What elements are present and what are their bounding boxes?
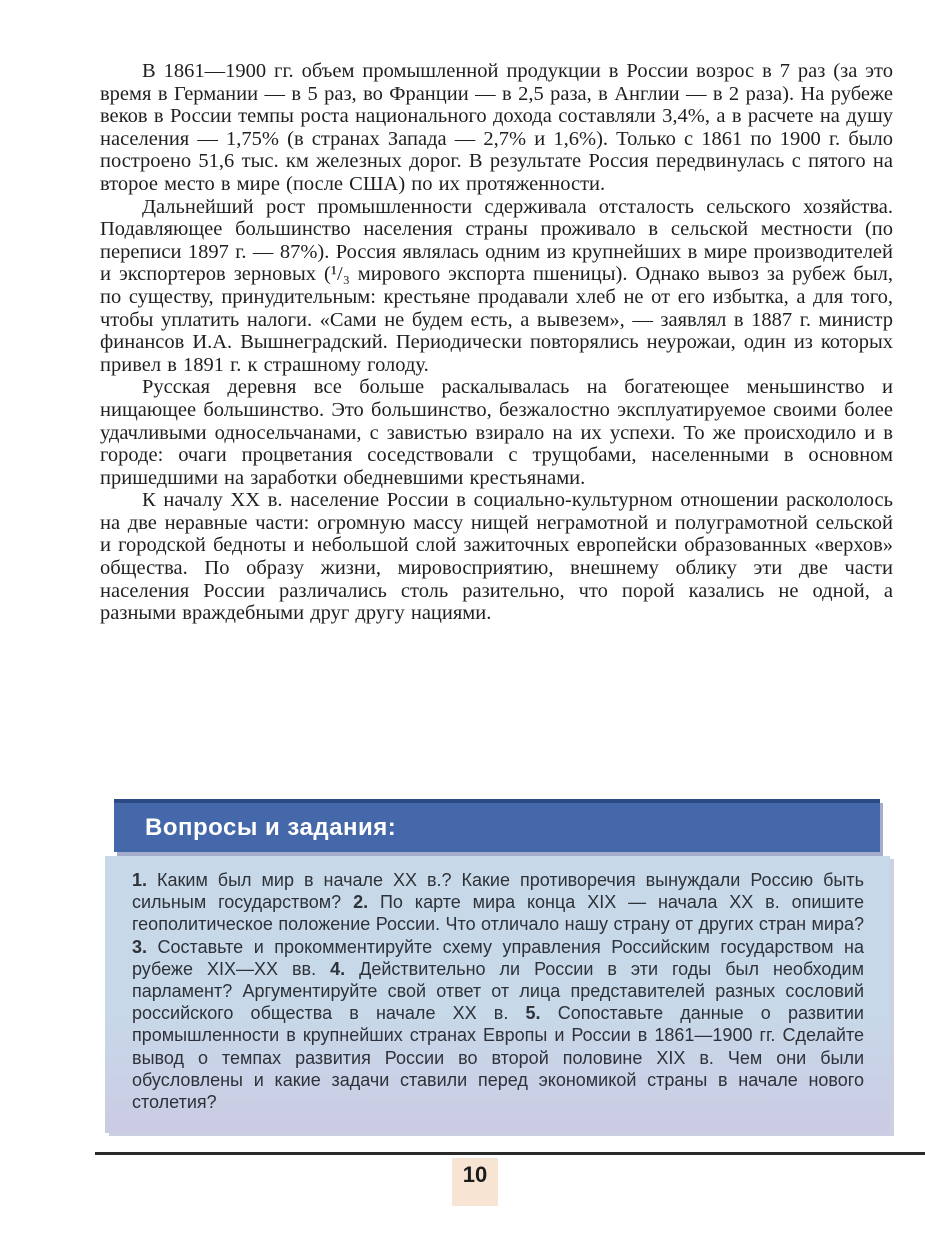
question-4-text: Действительно ли России в эти годы был необходим парламент? Аргументируйте свой ответ от лица представителей разных сословий российского общества в начале XX в. xyxy=(132,958,864,1024)
question-2-number: 2. xyxy=(353,892,369,913)
questions-section xyxy=(105,799,890,1133)
question-5-number: 5. xyxy=(525,1003,541,1024)
question-2-text: По карте мира конца XIX — начала XX в. опишите геополитическое положение России. Что отличало нашу страну от других стран мира? xyxy=(132,892,864,935)
body-text-block xyxy=(100,60,893,625)
questions-header-title: Вопросы и задания: xyxy=(145,813,397,841)
question-3-text: Составьте и прокомментируйте схему управления Российским государством на рубеже XIX—XX вв. xyxy=(132,936,864,979)
question-3-number: 3. xyxy=(132,936,148,957)
question-5-text: Сопоставьте данные о развитии промышленности в крупнейших странах Европы и России в 1861—1900 гг. Сделайте вывод о темпах развития России во второй половине XIX в. Чем они были обусловлены и какие задачи ставили перед экономикой страны в начале нового столетия? xyxy=(132,1003,864,1113)
question-4-number: 4. xyxy=(330,958,346,979)
body-paragraph-1: В 1861—1900 гг. объем промышленной продукции в России возрос в 7 раз (за это время в Германии — в 5 раз, во Франции — в 2,5 раза, в Англии — в 2 раза). На рубеже веков в России темпы роста национального дохода составляли 3,4%, а в расчете на душу населения — 1,75% (в странах Запада — 2,7% и 1,6%). Только с 1861 по 1900 г. было построено 51,6 тыс. км железных дорог. В результате Россия передвинулась с пятого на второе место в мире (после США) по их протяженности. xyxy=(100,60,893,195)
footer-divider xyxy=(95,1152,925,1155)
body-paragraph-2: Дальнейший рост промышленности сдерживала отсталость сельского хозяйства. Подавляющее большинство населения страны проживало в сельской местности (по переписи 1897 г. — 87%). Россия являлась одним из крупнейших в мире производителей и экспортеров зерновых (¹/₃ мирового экспорта пшеницы). Однако вывоз за рубеж был, по существу, принудительным: крестьяне продавали хлеб не от его избытка, а для того, чтобы уплатить налоги. «Сами не будем есть, а вывезем», — заявлял в 1887 г. министр финансов И.А. Вышнеградский. Периодически повторялись неурожаи, один из которых привел в 1891 г. к страшному голоду. xyxy=(100,195,893,376)
questions-box xyxy=(105,856,890,1133)
body-paragraph-3: Русская деревня все больше раскалывалась на богатеющее меньшинство и нищающее большинство. Это большинство, безжалостно эксплуатируемое своими более удачливыми односельчанами, с завистью взирало на их успехи. То же происходило и в городе: очаги процветания соседствовали с трущобами, населенными в основном пришедшими на заработки обедневшими крестьянами. xyxy=(100,376,893,489)
question-1-number: 1. xyxy=(132,870,148,890)
page-number: 10 xyxy=(452,1158,498,1206)
body-paragraph-4: К началу XX в. население России в социально-культурном отношении раскололось на две неравные части: огромную массу нищей неграмотной и полуграмотной сельской и городской бедноты и небольшой слой зажиточных европейски образованных «верхов» общества. По образу жизни, мировосприятию, внешнему облику эти две части населения России различались столь разительно, что порой казались не одной, а разными враждебными друг другу нациями. xyxy=(100,489,893,625)
question-1-text: Каким был мир в начале XX в.? Какие противоречия вынуждали Россию быть сильным государством? xyxy=(132,870,864,913)
questions-header-banner xyxy=(114,799,880,852)
